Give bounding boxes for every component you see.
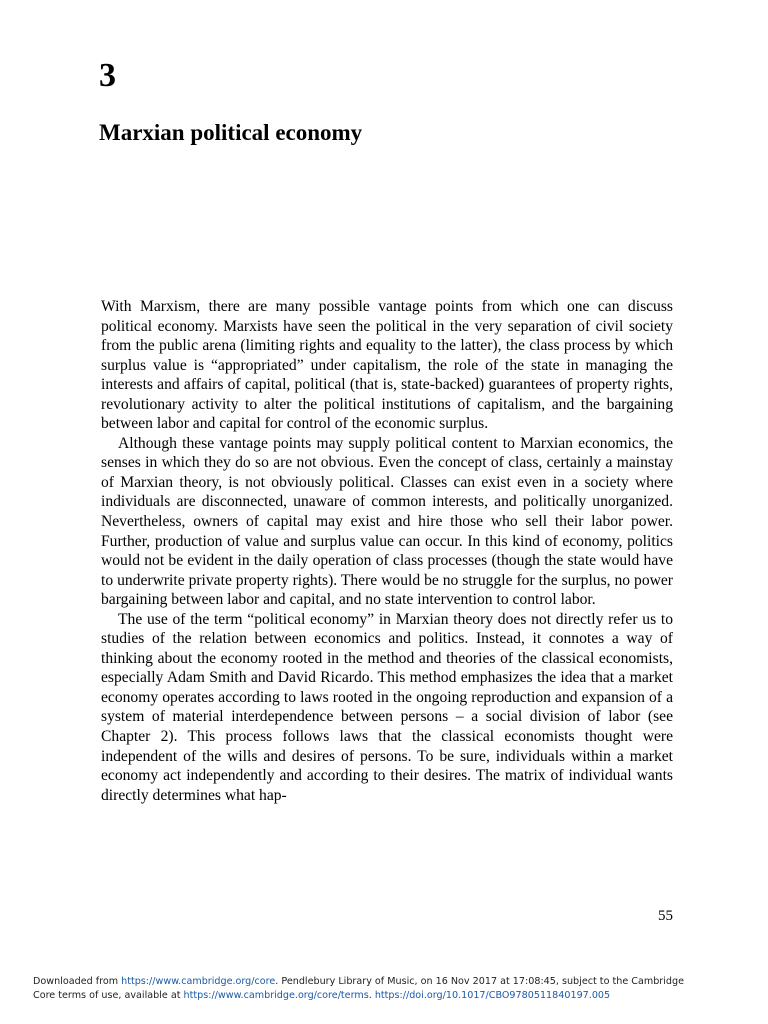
footer-text: Core terms of use, available at [33, 989, 184, 1001]
paragraph: The use of the term “political economy” in Marxian theory does not directly refer us to studies of the relation between economics and politics. Instead, it connotes a way of thinking about the economy rooted in the method and theories of the classical economists, especially Adam Smith and David Ricardo. This method emphasizes the idea that a market economy operates according to laws rooted in the ongoing reproduction and expansion of a system of material interdependence between persons – a social division of labor (see Chapter 2). This process follows laws that the classical economists thought were independent of the wills and desires of persons. To be sure, individuals within a market economy act independently and according to their desires. The matrix of individual wants directly determines what hap- [101, 610, 673, 804]
page-number: 55 [658, 908, 673, 924]
chapter-title: Marxian political economy [99, 120, 363, 145]
cambridge-core-link[interactable]: https://www.cambridge.org/core [121, 976, 276, 987]
chapter-number: 3 [99, 57, 116, 94]
footer-text: Downloaded from [33, 976, 122, 987]
footer-text: . [368, 989, 375, 1001]
body-text [101, 297, 673, 805]
footer-line-1 [33, 975, 743, 989]
paragraph: Although these vantage points may supply political content to Marxian economics, the senses in which they do so are not obvious. Even the concept of class, certainly a mainstay of Marxian theory, is not obviously political. Classes can exist even in a society where individuals are disconnected, unaware of common interests, and politically unorganized. Nevertheless, owners of capital may exist and hire those who sell their labor power. Further, production of value and surplus value can occur. In this kind of economy, politics would not be evident in the daily operation of class processes (though the state would have to underwrite private property rights). There would be no struggle for the surplus, no power bargaining between labor and capital, and no state intervention to control labor. [101, 434, 673, 609]
footer-line-2 [33, 989, 743, 1003]
paragraph: With Marxism, there are many possible vantage points from which one can discuss political economy. Marxists have seen the political in the very separation of civil society from the public arena (limiting rights and equality to the latter), the class process by which surplus value is “appropriated” under capitalism, the role of the state in managing the interests and affairs of capital, political (that is, state-backed) guarantees of property rights, revolutionary activity to alter the political institutions of capitalism, and the bargaining between labor and capital for control of the economic surplus. [101, 298, 673, 433]
download-footer [33, 975, 743, 1002]
terms-link[interactable]: https://www.cambridge.org/core/terms [183, 989, 369, 1001]
doi-link[interactable]: https://doi.org/10.1017/CBO9780511840197.005 [374, 989, 611, 1001]
footer-text: . Pendlebury Library of Music, on 16 Nov 2017 at 17:08:45, subject to the Cambridge [275, 976, 684, 987]
